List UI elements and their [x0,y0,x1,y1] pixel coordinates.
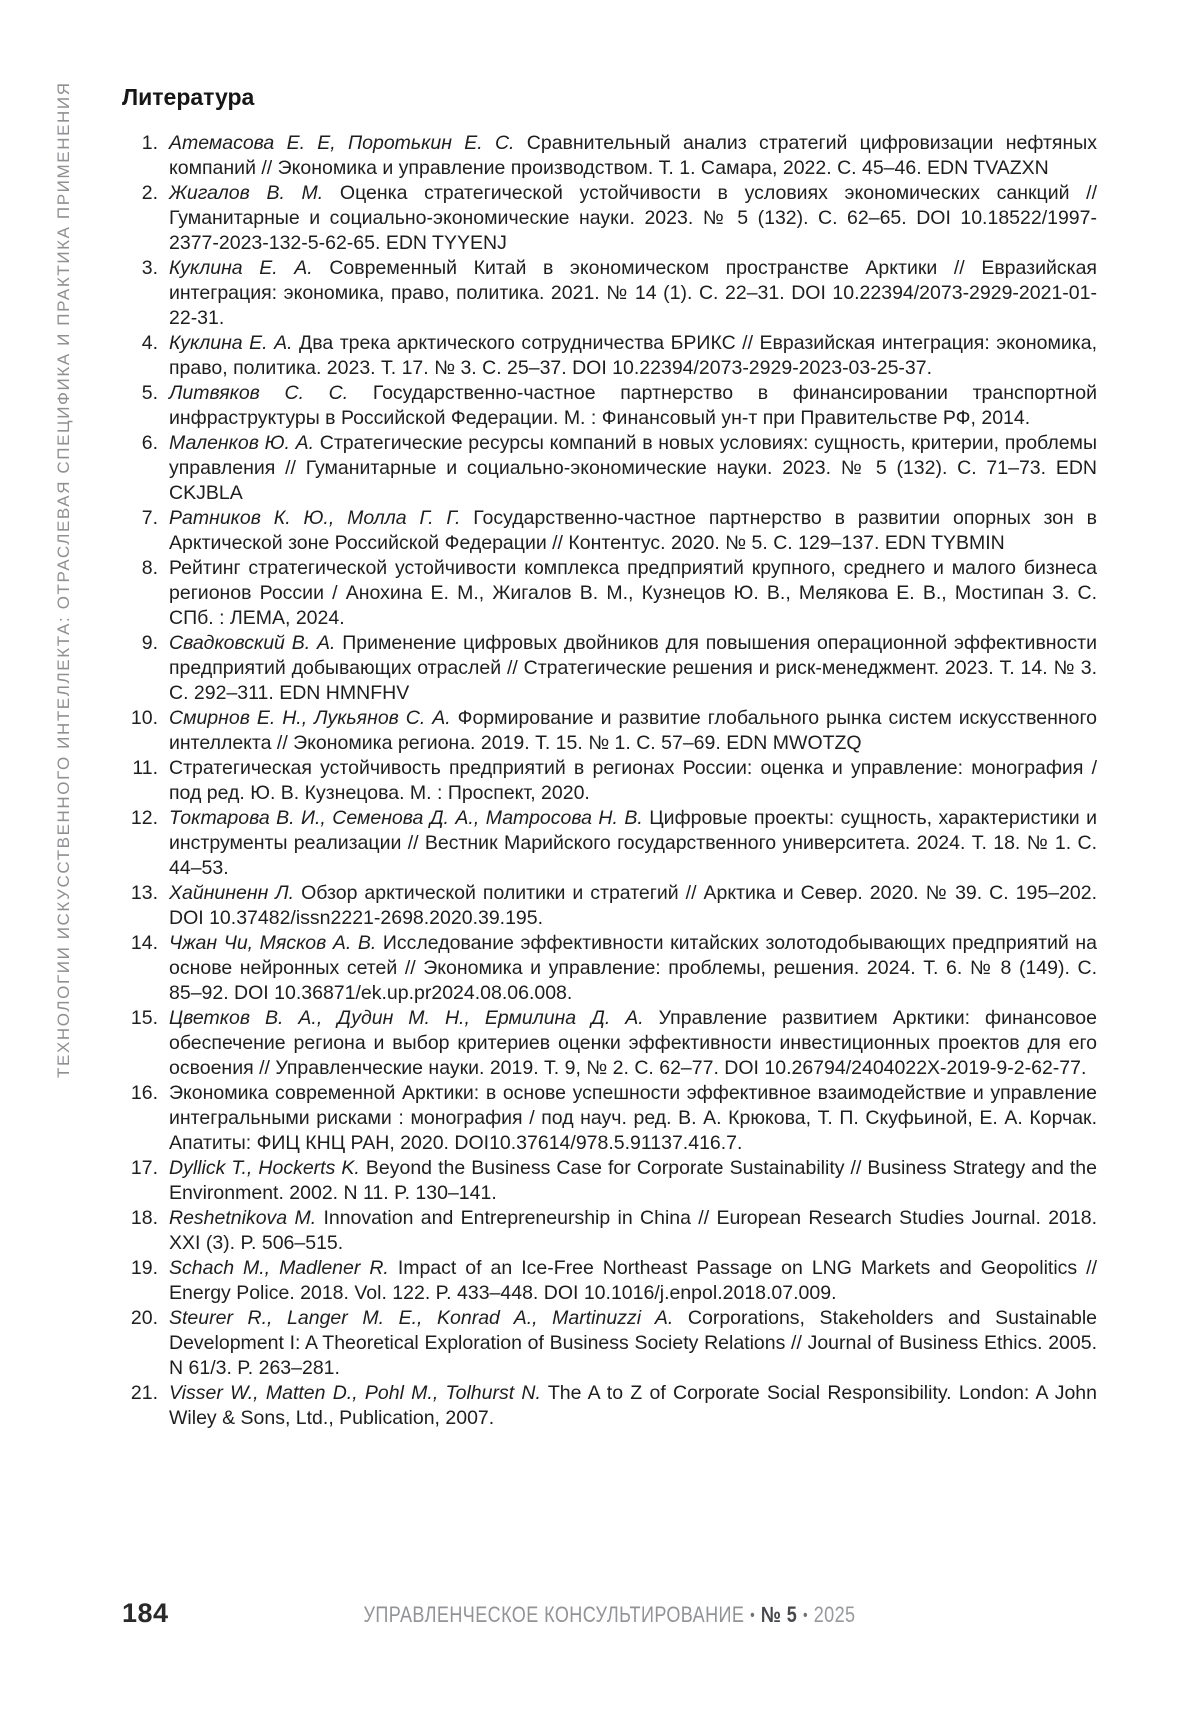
reference-text: Рейтинг стратегической устойчивости комплекса предприятий крупного, среднего и малого бизнеса регионов России / Анохина Е. М., Жигалов В. М., Кузнецов Ю. В., Мелякова Е. В., Мостипан З. С. СПб. : ЛЕМА, 2024. [169,557,1097,629]
reference-item [122,756,1097,806]
reference-number: 12. [130,807,158,829]
reference-number: 21. [130,1382,158,1404]
reference-item [122,1081,1097,1156]
reference-number: 6. [141,432,158,454]
reference-authors: Schach M., Madlener R. [169,1257,389,1279]
reference-authors: Литвяков С. С. [169,382,349,404]
reference-authors: Ратников К. Ю., Молла Г. Г. [169,507,461,529]
reference-body [169,631,1097,706]
section-title: Литература [122,84,255,110]
reference-number: 11. [132,757,158,779]
reference-number: 7. [141,507,158,529]
reference-text: Экономика современной Арктики: в основе успешности эффективное взаимодействие и управление интегральными рисками : монография / под науч. ред. В. А. Крюкова, Т. П. Скуфьиной, Е. А. Корчак. Апатиты: ФИЦ КНЦ РАН, 2020. DOI10.37614/978.5.91137.416.7. [169,1082,1097,1154]
reference-body [169,706,1097,756]
reference-authors: Куклина Е. А. [169,332,293,354]
reference-body [169,381,1097,431]
reference-number: 8. [141,557,158,579]
reference-item [122,1306,1097,1381]
reference-text: Два трека арктического сотрудничества БРИКС // Евразийская интеграция: экономика, право, политика. 2023. Т. 17. № 3. С. 25–37. DOI 10.22394/2073-2929-2023-03-25-37. [169,332,1097,379]
journal-name: УПРАВЛЕНЧЕСКОЕ КОНСУЛЬТИРОВАНИЕ [363,1602,745,1627]
reference-item [122,431,1097,506]
reference-item [122,881,1097,931]
reference-text: Современный Китай в экономическом пространстве Арктики // Евразийская интеграция: экономика, право, политика. 2021. № 14 (1). С. 22–31. DOI 10.22394/2073-2929-2021-01-22-31. [169,257,1097,329]
reference-number: 2. [141,182,158,204]
reference-body [169,931,1097,1006]
reference-item [122,931,1097,1006]
reference-body [169,756,1097,806]
page-footer [122,1596,1097,1630]
reference-authors: Токтарова В. И., Семенова Д. А., Матросова Н. В. [169,807,643,829]
reference-text: Государственно-частное партнерство в развитии опорных зон в Арктической зоне Российской Федерации // Контентус. 2020. № 5. С. 129–137. EDN TYBMIN [169,507,1097,554]
reference-item [122,1206,1097,1256]
reference-item [122,331,1097,381]
reference-body [169,506,1097,556]
reference-body [169,331,1097,381]
reference-authors: Цветков В. А., Дудин М. Н., Ермилина Д. А. [169,1007,644,1029]
reference-body [169,181,1097,256]
footer-separator-icon: • [750,1607,756,1624]
reference-number: 16. [130,1082,158,1104]
reference-text: Оценка стратегической устойчивости в условиях экономических санкций // Гуманитарные и социально-экономические науки. 2023. № 5 (132). С. 62–65. DOI 10.18522/1997-2377-2023-132-5-62-65. EDN TYYENJ [169,182,1097,254]
reference-number: 19. [130,1257,158,1279]
reference-text: Сравнительный анализ стратегий цифровизации нефтяных компаний // Экономика и управление производством. Т. 1. Самара, 2022. С. 45–46. EDN TVAZXN [169,132,1097,179]
reference-text: Обзор арктической политики и стратегий // Арктика и Север. 2020. № 39. С. 195–202. DOI 10.37482/issn2221-2698.2020.39.195. [169,882,1097,929]
reference-body [169,1006,1097,1081]
reference-authors: Атемасова Е. Е, Поротькин Е. С. [169,132,515,154]
reference-text: Формирование и развитие глобального рынка систем искусственного интеллекта // Экономика региона. 2019. Т. 15. № 1. С. 57–69. EDN MWOTZQ [169,707,1098,754]
reference-authors: Жигалов В. М. [169,182,324,204]
reference-text: Исследование эффективности китайских золотодобывающих предприятий на основе нейронных сетей // Экономика и управление: проблемы, решения. 2024. Т. 6. № 8 (149). С. 85–92. DOI 10.36871/ek.up.pr2024.08.06.008. [169,932,1097,1004]
reference-authors: Свадковский В. А. [169,632,336,654]
reference-authors: Маленков Ю. А. [169,432,315,454]
reference-body [169,1381,1097,1431]
reference-body [169,1081,1097,1156]
reference-body [169,556,1097,631]
reference-item [122,1156,1097,1206]
journal-year: 2025 [813,1602,856,1627]
reference-body [169,431,1097,506]
reference-text: Государственно-частное партнерство в финансировании транспортной инфраструктуры в Российской Федерации. М. : Финансовый ун-т при Правительстве РФ, 2014. [169,382,1097,429]
reference-authors: Смирнов Е. Н., Лукьянов С. А. [169,707,451,729]
reference-body [169,256,1097,331]
reference-text: Стратегическая устойчивость предприятий в регионах России: оценка и управление: монография / под ред. Ю. В. Кузнецова. М. : Проспект, 2020. [169,757,1097,804]
reference-item [122,706,1097,756]
reference-body [169,131,1097,181]
reference-text: Цифровые проекты: сущность, характеристики и инструменты реализации // Вестник Марийского государственного университета. 2024. Т. 18. № 1. С. 44–53. [169,807,1097,879]
reference-item [122,256,1097,331]
reference-body [169,1256,1097,1306]
reference-item [122,381,1097,431]
reference-text: Стратегические ресурсы компаний в новых условиях: сущность, критерии, проблемы управления // Гуманитарные и социально-экономические науки. 2023. № 5 (132). С. 71–73. EDN CKJBLA [169,432,1097,504]
reference-authors: Чжан Чи, Мясков А. В. [169,932,377,954]
reference-number: 3. [141,257,158,279]
reference-item [122,806,1097,881]
reference-number: 20. [130,1307,158,1329]
reference-number: 17. [130,1157,158,1179]
reference-authors: Visser W., Matten D., Pohl M., Tolhurst N. [169,1382,541,1404]
sidebar-vertical-label: ТЕХНОЛОГИИ ИСКУССТВЕННОГО ИНТЕЛЛЕКТА: ОТРАСЛЕВАЯ СПЕЦИФИКА И ПРАКТИКА ПРИМЕНЕНИЯ [54,81,73,1078]
reference-body [169,1306,1097,1381]
reference-item [122,1256,1097,1306]
reference-item [122,556,1097,631]
page-number: 184 [122,1598,169,1628]
references-section [122,84,1097,1431]
references-list [122,131,1097,1431]
reference-number: 1. [141,132,158,154]
reference-number: 4. [141,332,158,354]
reference-text: Применение цифровых двойников для повышения операционной эффективности предприятий добывающих отраслей // Стратегические решения и риск-менеджмент. 2023. Т. 14. № 3. С. 292–311. EDN HMNFHV [169,632,1097,704]
reference-authors: Хайниненн Л. [169,882,295,904]
reference-number: 15. [130,1007,158,1029]
reference-number: 18. [130,1207,158,1229]
reference-item [122,1006,1097,1081]
reference-authors: Dyllick T., Hockerts K. [169,1157,360,1179]
reference-body [169,881,1097,931]
reference-item [122,131,1097,181]
reference-text: Управление развитием Арктики: финансовое обеспечение региона и выбор критериев оценки эффективности инвестиционных проектов для его освоения // Управленческие науки. 2019. Т. 9, № 2. С. 62–77. DOI 10.26794/2404022X-2019-9-2-62-77. [169,1007,1097,1079]
journal-line [210,1602,1010,1628]
reference-text: Impact of an Ice-Free Northeast Passage on LNG Markets and Geopolitics // Energy Police. 2018. Vol. 122. P. 433–448. DOI 10.1016/j.enpol.2018.07.009. [169,1257,1097,1304]
reference-body [169,1156,1097,1206]
reference-body [169,806,1097,881]
reference-item [122,181,1097,256]
journal-issue: № 5 [760,1602,798,1627]
reference-number: 10. [130,707,158,729]
reference-item [122,1381,1097,1431]
reference-authors: Steurer R., Langer M. E., Konrad A., Martinuzzi A. [169,1307,674,1329]
footer-separator-icon: • [802,1607,808,1624]
reference-number: 9. [141,632,158,654]
reference-text: The A to Z of Corporate Social Responsibility. London: A John Wiley & Sons, Ltd., Publication, 2007. [169,1382,1097,1429]
reference-authors: Куклина Е. А. [169,257,313,279]
reference-number: 14. [130,932,158,954]
reference-text: Corporations, Stakeholders and Sustainable Development I: A Theoretical Exploration of Business Society Relations // Journal of Business Ethics. 2005. N 61/3. P. 263–281. [169,1307,1097,1379]
reference-text: Beyond the Business Case for Corporate Sustainability // Business Strategy and the Environment. 2002. N 11. P. 130–141. [169,1157,1097,1204]
reference-item [122,631,1097,706]
reference-item [122,506,1097,556]
reference-text: Innovation and Entrepreneurship in China // European Research Studies Journal. 2018. XXI (3). P. 506–515. [169,1207,1097,1254]
reference-number: 5. [141,382,158,404]
reference-body [169,1206,1097,1256]
reference-authors: Reshetnikova M. [169,1207,317,1229]
reference-number: 13. [130,882,158,904]
